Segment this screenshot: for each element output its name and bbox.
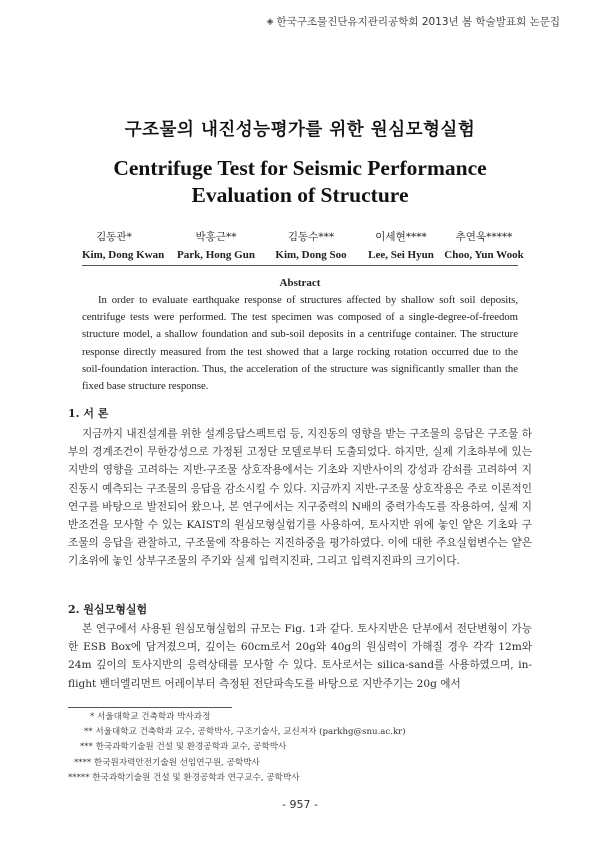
footnote: ***** 한국과학기술원 건설 및 환경공학과 연구교수, 공학박사 (68, 772, 300, 783)
section-1-body: 지금까지 내진설계를 위한 설계응답스펙트럼 등, 지진동의 영향을 받는 구조물의 응답은 구조물 하부의 경계조건이 무한강성으로 가정된 고정단 모델로부터 도출되었다. 하지만, 실제 기초하부에 있는 지반의 영향을 고려하는 지반-구조물 상호작용에서는 기초와 지반사이의 강성과 감쇠를 고려하여 지진동시 예측되는 구조물의 응답을 감소시킬 수 있다. 지금까지 지반-구조물 상호작용은 주로 이론적인 연구를 바탕으로 발전되어 왔으나, 본 연구에서는 지구중력의 N배의 중력가속도를 작용하여, 실제 지반조건을 모사할 수 있는 KAIST의 원심모형실험기를 사용하여, 토사지반 위에 놓인 얕은 기초와 구조물의 응답을 관찰하고, 구조물에 작용하는 지진하중을 평가하였다. 이에 대한 주요실험변수는 얕은 기초위에 놓인 상부구조물의 주기와 실제 입력지진파, 그리고 입력지진파의 크기이다. (68, 428, 532, 568)
abstract-title: Abstract (279, 277, 321, 289)
author-5 (444, 228, 524, 264)
footnotes (68, 710, 508, 786)
author-divider (82, 265, 518, 266)
running-header-text: 한국구조물진단유지관리공학회 2013년 봄 학술발표회 논문집 (276, 16, 560, 28)
paper-title-korean: 구조물의 내진성능평가를 위한 원심모형실험 (124, 120, 476, 140)
author-name-korean: 김동관* (96, 231, 132, 243)
footnote: **** 한국원자력안전기술원 선임연구원, 공학박사 (74, 757, 260, 768)
section-2-heading: 2. 원심모형실험 (68, 603, 148, 616)
author-4 (364, 228, 438, 264)
author-name-english: Kim, Dong Soo (275, 249, 347, 261)
footnote: * 서울대학교 건축학과 박사과정 (90, 712, 211, 722)
author-name-english: Lee, Sei Hyun (368, 249, 434, 261)
author-1 (82, 228, 165, 264)
author-name-korean: 김동수*** (287, 231, 335, 243)
author-name-korean: 이세현**** (375, 231, 427, 243)
abstract-body: In order to evaluate earthquake response of structures affected by shallow soft soil deposits, centrifuge tests were performed. The test specimen was composed of a single-degree-of-freedom structure model, a shallow foundation and sub-soil deposits in a centrifuge container. The structure response directly measured from the test showed that a large rocking rotation occurred due to the soil-foundation interaction. Thus, the acceleration of the structure was significantly smaller than the fixed base structure response. (82, 294, 518, 393)
author-name-korean: 추연욱***** (455, 231, 513, 243)
page-number: - 957 - (282, 798, 318, 811)
author-name-english: Choo, Yun Wook (444, 249, 524, 261)
author-3 (268, 228, 354, 264)
section-2-body: 본 연구에서 사용된 원심모형실험의 규모는 Fig. 1과 같다. 토사지반은 단부에서 전단변형이 가능한 ESB Box에 담겨졌으며, 깊이는 60cm로서 20g와 40g의 원심력이 가해질 경우 각각 12m와 24m 깊이의 토사지반의 응력상태를 모사할 수 있다. 토사로서는 silica-sand를 사용하였으며, in-flight 밴더엘리먼트 어레이부터 측정된 전단파속도를 바탕으로 지반주기는 20g 에서 (68, 623, 532, 690)
running-header (267, 14, 560, 29)
diamond-marker-icon: ◈ (266, 16, 274, 27)
footnote: ** 서울대학교 건축학과 교수, 공학박사, 구조기술사, 교신저자 (parkhg@snu.ac.kr) (84, 727, 406, 738)
author-2 (174, 228, 258, 264)
footnote-divider (68, 707, 232, 708)
footnote: *** 한국과학기술원 건설 및 환경공학과 교수, 공학박사 (80, 742, 287, 753)
author-name-english: Park, Hong Gun (177, 249, 255, 261)
paper-title-english: Centrifuge Test for Seismic Performance Evaluation of Structure (113, 156, 487, 207)
author-name-korean: 박홍근** (195, 231, 237, 243)
section-1-heading: 1. 서 론 (68, 407, 109, 420)
author-name-english: Kim, Dong Kwan (82, 249, 165, 261)
